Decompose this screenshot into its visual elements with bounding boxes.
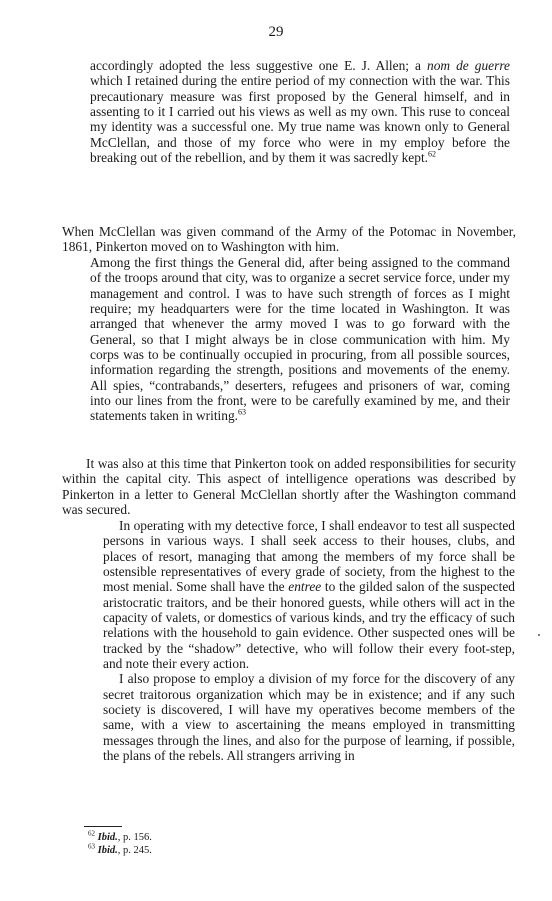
block-quote-3	[103, 518, 515, 764]
body-paragraph-2: It was also at this time that Pinkerton took on added responsibilities for security within the capital city. This aspect of intelligence operations was described by Pinkerton in a letter to General McClellan shortly after the Washington command was secured.	[62, 456, 516, 518]
block-quote-2	[90, 255, 510, 424]
block-quote-1	[90, 58, 510, 165]
quote-3-paragraph-2: I also propose to employ a division of my force for the discovery of any secret traitorous organization which may be in existence; and if any such society is discovered, I will have my operatives become members of the same, with a view to ascertaining the means employed in transmitting messages through the lines, and also for the purpose of learning, if possible, the plans of the rebels. All strangers arriving in	[103, 671, 515, 764]
footnote-ref-62[interactable]: 62	[428, 149, 437, 159]
quote-2-text: Among the first things the General did, after being assigned to the command of the troops around that city, was to organize a secret service force, under my management and control. I was to have such strength of forces as I might require; my headquarters were for the time located in Washington. It was arranged that whenever the army moved I was to go forward with the General, so that I might always be in close communication with him. My corps was to be continually occupied in procuring, from all possible sources, information regarding the strength, positions and movements of the enemy. All spies, “contrabands,” deserters, refugees and prisoners of war, coming into our lines from the front, were to be carefully examined by me, and their statements taken in writing.$^{63}$	[90, 255, 510, 424]
page-number: 29	[268, 24, 284, 40]
footnotes	[88, 829, 388, 857]
body-paragraph-1: When McClellan was given command of the Army of the Potomac in November, 1861, Pinkerton moved on to Washington with him.	[62, 224, 516, 255]
footnote-63: $^{63}$ Ibid., p. 245.	[88, 842, 152, 856]
footnote-rule	[84, 826, 122, 827]
quote-3-paragraph-1: In operating with my detective force, I shall endeavor to test all suspected persons in various ways. I shall seek access to their houses, clubs, and places of resort, managing that among the members of my force shall be ostensible representatives of every grade of society, from the highest to the most menial. Some shall have the entree to the gilded salon of the suspected aristocratic traitors, and be their honored guests, while others will act in the capacity of valets, or domestics of various kinds, and try the efficacy of such relations with the household to gain evidence. Other suspected ones will be tracked by the “shadow” detective, who will follow their every foot-step, and note their every action.	[103, 518, 515, 672]
footnote-62: $^{62}$ Ibid., p. 156.	[88, 829, 152, 843]
quote-1-text: accordingly adopted the less suggestive one E. J. Allen; a nom de guerre which I retained during the entire period of my connection with the war. This precautionary measure was first proposed by the General himself, and in assenting to it I carried out his views as well as my own. This ruse to conceal my identity was a successful one. My true name was known only to General McClellan, and those of my force who were in my employ before the breaking out of the rebellion, and by them it was sacredly kept.$^{62}$	[90, 58, 510, 166]
footnote-ref-63[interactable]: 63	[238, 407, 247, 417]
margin-dot	[538, 634, 540, 636]
